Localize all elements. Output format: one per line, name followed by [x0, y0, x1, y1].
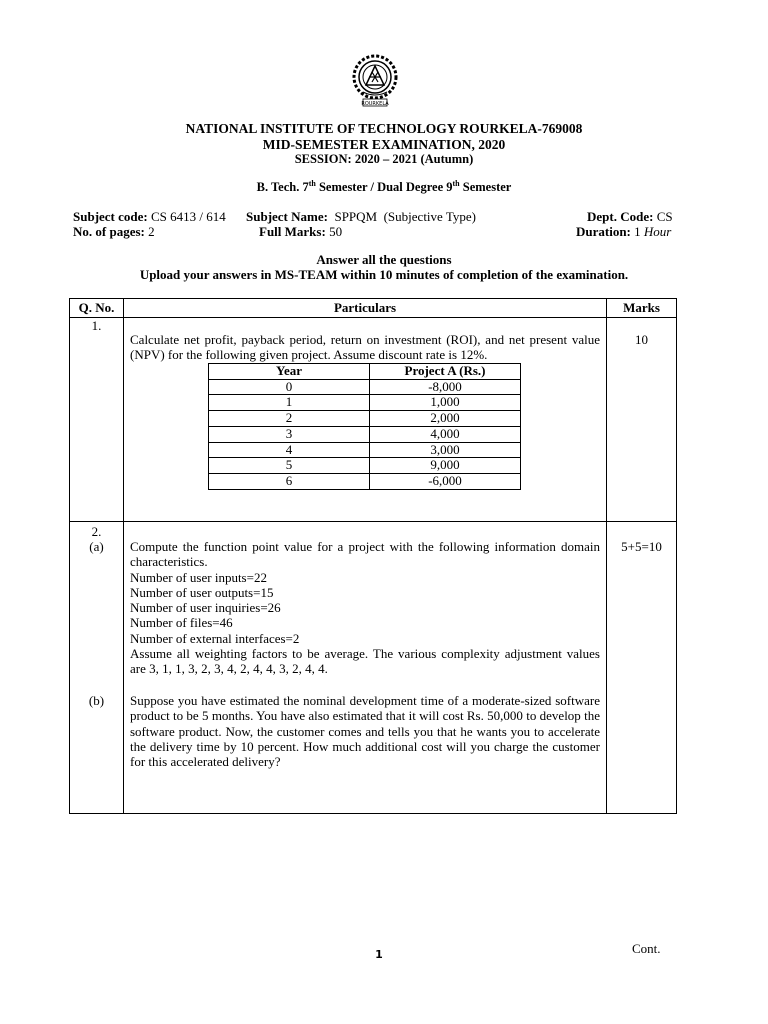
year-cell: 3 — [209, 426, 370, 442]
amount-cell: -6,000 — [370, 473, 521, 489]
amount-cell: 4,000 — [370, 426, 521, 442]
amount-cell: 3,000 — [370, 442, 521, 458]
subject-name: Subject Name: SPPQM (Subjective Type) — [246, 209, 476, 224]
instruction-upload: Upload your answers in MS-TEAM within 10 minutes of completion of the examination. — [139, 267, 629, 282]
q2-number-cell — [70, 522, 124, 814]
cashflow-header-row — [209, 364, 521, 380]
full-marks: Full Marks: 50 — [259, 224, 343, 239]
q1-marks: 10 — [635, 332, 648, 347]
list-item: Number of user inputs=22 — [130, 569, 267, 585]
year-cell: 4 — [209, 442, 370, 458]
table-header-row — [70, 299, 677, 318]
exam-title: MID-SEMESTER EXAMINATION, 2020 — [262, 137, 506, 152]
q2-marks: 5+5=10 — [621, 539, 662, 554]
institute-name: NATIONAL INSTITUTE OF TECHNOLOGY ROURKELA-769008 — [185, 121, 583, 136]
page-number: 1 — [375, 948, 383, 961]
q2a-label: (a) — [89, 539, 104, 554]
amount-cell: 1,000 — [370, 395, 521, 411]
question-row-1 — [70, 318, 677, 522]
year-cell: 0 — [209, 379, 370, 395]
q2b-text: Suppose you have estimated the nominal development time of a moderate-sized software product to be 5 months. You have also estimated that it will cost Rs. 50,000 to develop the software product. Now, the customer comes and tells you that he wants you to accelerate the delivery time by 10 percent. How much additional cost will you charge the customer for this accelerated delivery? — [130, 693, 600, 770]
year-cell: 5 — [209, 458, 370, 474]
table-row — [209, 458, 521, 474]
institute-logo — [349, 52, 401, 108]
cashflow-header-project: Project A (Rs.) — [370, 364, 521, 380]
cashflow-header-year: Year — [209, 364, 370, 380]
continued-label: Cont. — [632, 941, 661, 956]
table-row — [209, 395, 521, 411]
no-of-pages: No. of pages: 2 — [73, 224, 155, 239]
q2-number: 2. — [91, 524, 102, 539]
dept-code: Dept. Code: CS — [587, 209, 673, 224]
amount-cell: 9,000 — [370, 458, 521, 474]
header-qno: Q. No. — [70, 299, 124, 318]
cashflow-table — [208, 363, 521, 490]
duration: Duration: 1 Hour — [576, 224, 672, 239]
q1-number: 1. — [91, 318, 102, 333]
year-cell: 1 — [209, 395, 370, 411]
q1-number-cell — [70, 318, 124, 522]
list-item: Number of user inquiries=26 — [130, 600, 281, 616]
list-item: Number of external interfaces=2 — [130, 630, 300, 646]
header-marks: Marks — [607, 299, 677, 318]
session: SESSION: 2020 – 2021 (Autumn) — [294, 152, 474, 166]
question-table — [69, 298, 677, 814]
year-cell: 2 — [209, 411, 370, 427]
subject-code: Subject code: CS 6413 / 614 — [73, 209, 226, 224]
q2-particulars-cell — [124, 522, 607, 814]
list-item: Number of files=46 — [130, 615, 233, 631]
q1-marks-cell — [607, 318, 677, 522]
table-row — [209, 411, 521, 427]
table-row — [209, 379, 521, 395]
q2a-closing: Assume all weighting factors to be average. The various complexity adjustment values are 3, 1, 1, 3, 2, 3, 4, 2, 4, 4, 3, 2, 4, 4. — [130, 646, 600, 677]
q2-marks-cell — [607, 522, 677, 814]
q1-text: Calculate net profit, payback period, return on investment (ROI), and net present value (NPV) for the following given project. Assume discount rate is 12%. — [130, 332, 600, 363]
q2a-block — [130, 539, 600, 677]
question-row-2 — [70, 522, 677, 814]
year-cell: 6 — [209, 473, 370, 489]
program-line: B. Tech. 7th Semester / Dual Degree 9th Semester — [256, 178, 512, 194]
table-row — [209, 473, 521, 489]
table-row — [209, 442, 521, 458]
amount-cell: 2,000 — [370, 411, 521, 427]
logo-caption: ROURKELA — [361, 101, 389, 107]
amount-cell: -8,000 — [370, 379, 521, 395]
header-particulars: Particulars — [124, 299, 607, 318]
instruction-answer-all: Answer all the questions — [316, 252, 452, 267]
q1-particulars-cell — [124, 318, 607, 522]
list-item: Number of user outputs=15 — [130, 584, 274, 600]
q2a-intro: Compute the function point value for a project with the following information domain characteristics. — [130, 539, 600, 570]
q2b-label: (b) — [88, 693, 105, 708]
table-row — [209, 426, 521, 442]
